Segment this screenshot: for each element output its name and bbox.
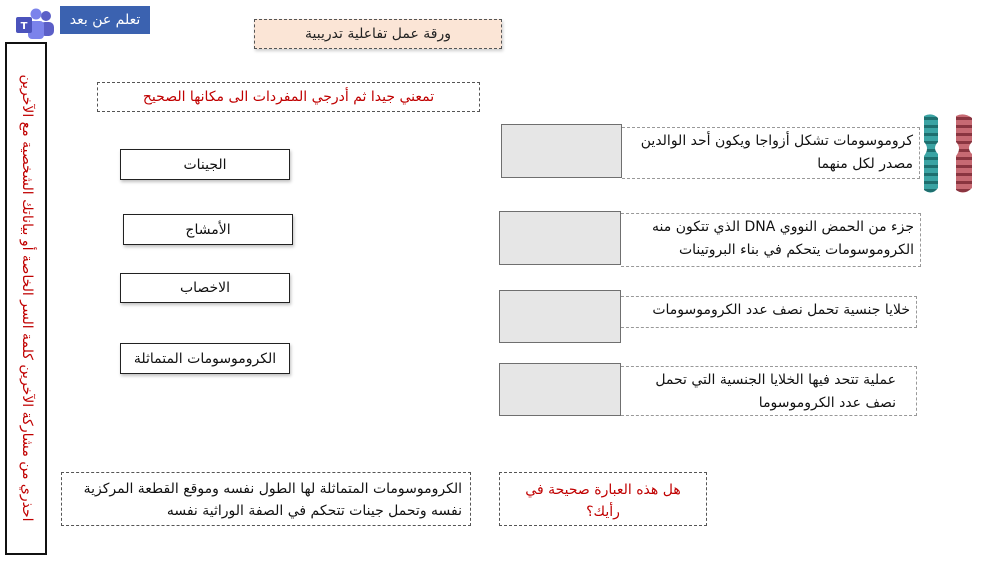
chromosome-illustration	[920, 112, 980, 196]
definition-text: كروموسومات تشكل أزواجا ويكون أحد الوالدين مصدر لكل منهما	[622, 127, 920, 179]
word-card[interactable]: الاخصاب	[120, 273, 290, 303]
word-card[interactable]: الأمشاج	[123, 214, 293, 245]
definition-text: خلايا جنسية تحمل نصف عدد الكروموسومات	[621, 296, 917, 328]
definition-text: جزء من الحمض النووي DNA الذي تتكون منه الكروموسومات يتحكم في بناء البروتينات	[621, 213, 921, 267]
svg-text:T: T	[20, 21, 28, 32]
teams-logo-icon	[12, 8, 56, 42]
drop-target[interactable]	[499, 290, 621, 343]
definition-text: عملية تتحد فيها الخلايا الجنسية التي تحمل نصف عدد الكروموسوما	[621, 366, 917, 416]
drop-target[interactable]	[499, 211, 621, 265]
drop-target[interactable]	[501, 124, 622, 178]
remote-learning-badge: تعلم عن بعد	[60, 6, 150, 34]
instruction: تمعني جيدا ثم أدرجي المفردات الى مكانها الصحيح	[97, 82, 480, 112]
drop-target[interactable]	[499, 363, 621, 416]
word-card[interactable]: الجينات	[120, 149, 290, 180]
page-title: ورقة عمل تفاعلية تدريبية	[254, 19, 502, 49]
statement-box: الكروموسومات المتماثلة لها الطول نفسه وموقع القطعة المركزية نفسه وتحمل جينات تتحكم في الصفة الوراثية نفسه	[61, 472, 471, 526]
side-warning-frame	[5, 42, 47, 555]
question-box: هل هذه العبارة صحيحة في رأيك؟	[499, 472, 707, 526]
word-card[interactable]: الكروموسومات المتماثلة	[120, 343, 290, 374]
side-warning-text: احذري من مشاركة الآخرين كلمة السر الخاصة أو بياناتك الشخصية مع الآخرين	[19, 74, 35, 522]
